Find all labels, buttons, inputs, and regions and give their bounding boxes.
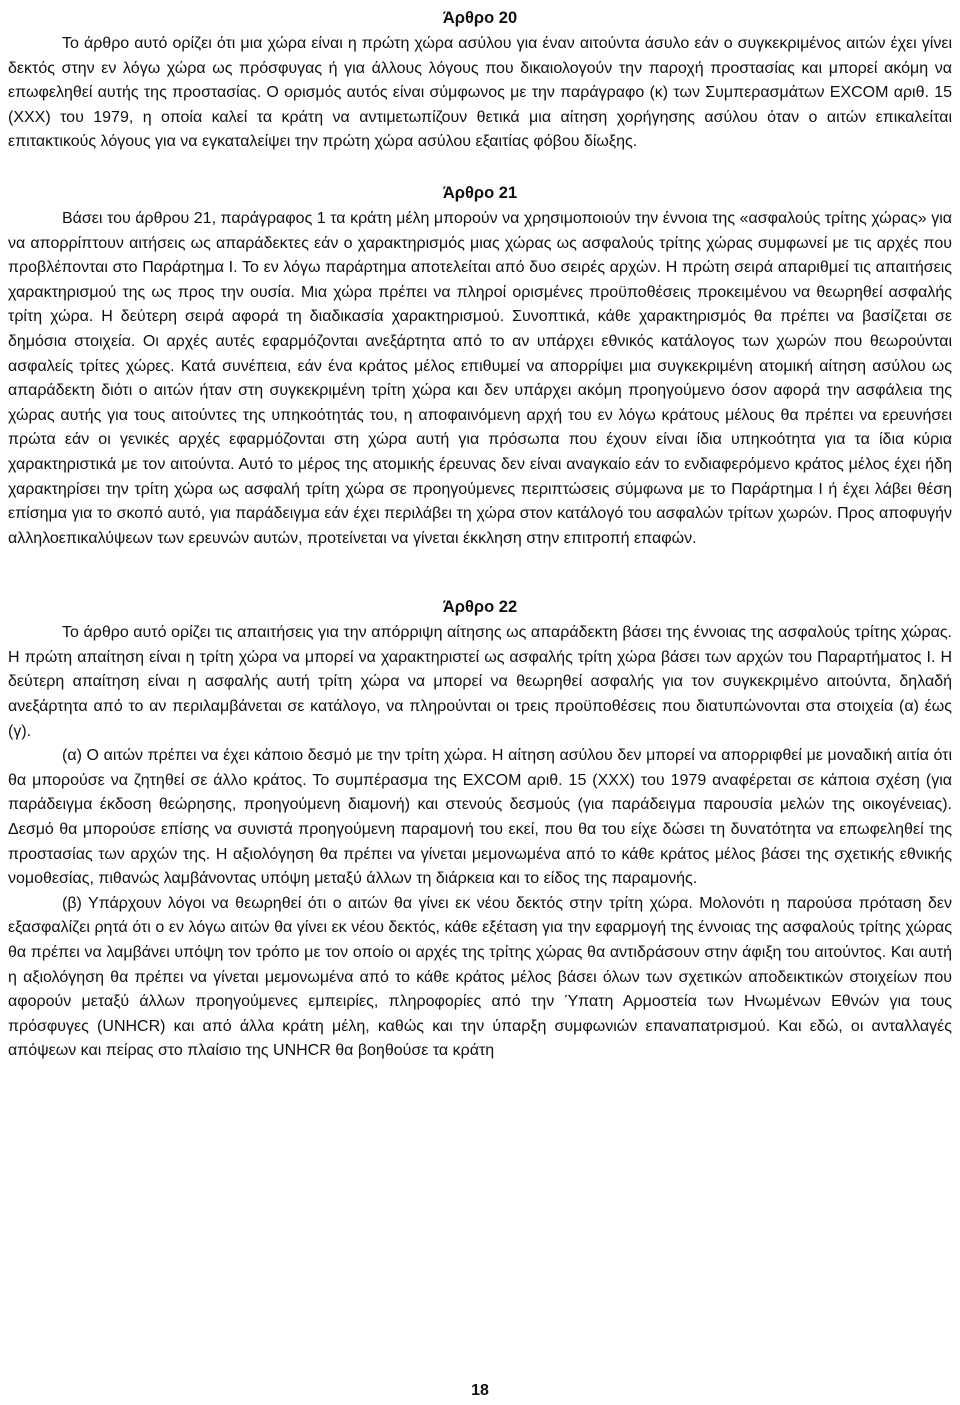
article-paragraph: (β) Υπάρχουν λόγοι να θεωρηθεί ότι ο αιτών θα γίνει εκ νέου δεκτός στην τρίτη χώρα. Μολονότι η παρούσα πρόταση δεν εξασφαλίζει ρητά ότι ο εν λόγω αιτών θα γίνει εκ νέου δεκτός, κάθε εξέταση για την εφαρμογή της έννοιας της ασφαλούς τρίτης χώρας θα πρέπει να λαμβάνει υπόψη τον τρόπο με τον οποίο οι αρχές της τρίτης χώρας θα αντιδράσουν στην άφιξη του αιτούντος. Και αυτή η αξιολόγηση θα πρέπει να γίνεται μεμονωμένα από το κάθε κράτος μέλος βάσει όλων των σχετικών αποδεικτικών στοιχείων που αφορούν μεταξύ άλλων προηγούμενες εμπειρίες, πληροφορίες από την Ύπατη Αρμοστεία των Ηνωμένων Εθνών για τους πρόσφυγες (UNHCR) και από άλλα κράτη μέλη, καθώς και την ύπαρξη συμφωνιών επαναπατρισμού. Και εδώ, οι ανταλλαγές απόψεων και πείρας στο πλαίσιο της UNHCR θα βοηθούσε τα κράτη bbox=[8, 894, 952, 1060]
article-paragraph: Το άρθρο αυτό ορίζει ότι μια χώρα είναι η πρώτη χώρα ασύλου για έναν αιτούντα άσυλο εάν ο συγκεκριμένος αιτών έχει γίνει δεκτός στην εν λόγω χώρα ως πρόσφυγας ή για άλλους λόγους που δικαιολογούν την παροχή προστασίας και μπορεί ακόμη να επωφεληθεί αυτής της προστασίας. Ο ορισμός αυτός είναι σύμφωνος με την παράγραφο (κ) των Συμπερασμάτων EXCOM αριθ. 15 (XXX) του 1979, η οποία καλεί τα κράτη να αντιμετωπίζουν θετικά μια αίτηση χορήγησης ασύλου όταν ο αιτών επικαλείται επιτακτικούς λόγους για να εγκαταλείψει την πρώτη χώρα ασύλου εξαιτίας φόβου δίωξης. bbox=[8, 35, 952, 151]
article-21 bbox=[8, 179, 952, 551]
article-paragraph: Βάσει του άρθρου 21, παράγραφος 1 τα κράτη μέλη μπορούν να χρησιμοποιούν την έννοια της «ασφαλούς τρίτης χώρας» για να απορρίπτουν αιτήσεις ως απαράδεκτες εάν ο χαρακτηρισμός μιας χώρας ως ασφαλούς τρίτης χώρας συμφωνεί με τις αρχές που προβλέπονται στο Παράρτημα Ι. Το εν λόγω παράρτημα αποτελείται από δυο σειρές αρχών. Η πρώτη σειρά απαριθμεί τις απαιτήσεις χαρακτηρισμού της ως προς την ουσία. Μια χώρα πρέπει να πληροί ορισμένες προϋποθέσεις προκειμένου να θεωρηθεί ασφαλής τρίτη χώρα. Η δεύτερη σειρά αφορά τη διαδικασία χαρακτηρισμού. Συνοπτικά, κάθε χαρακτηρισμός θα πρέπει να βασίζεται σε δημόσια στοιχεία. Οι αρχές αυτές εφαρμόζονται ανεξάρτητα από το αν υπάρχει εθνικός κατάλογος των χωρών που θεωρούνται ασφαλείς τρίτες χώρες. Κατά συνέπεια, εάν ένα κράτος μέλος επιθυμεί να απορρίψει μια συγκεκριμένη ατομική αίτηση ασύλου ως απαράδεκτη διότι ο αιτών ήταν στη συγκεκριμένη τρίτη χώρα και δεν υπάρχει ακόμη προηγούμενο όσον αφορά την ασφάλεια της χώρας αυτής για τους αιτούντες της υπηκοότητάς του, η αποφαινόμενη αρχή του εν λόγω κράτους μέλους θα πρέπει να ερευνήσει πρώτα εάν οι γενικές αρχές εφαρμόζονται στη χώρα αυτή για πρόσωπα που έχουν είναι ίδια υπηκοότητα για τα ίδια κύρια χαρακτηριστικά με τον αιτούντα. Αυτό το μέρος της ατομικής έρευνας δεν είναι αναγκαίο εάν το ενδιαφερόμενο κράτος μέλος έχει ήδη χαρακτηρίσει την τρίτη χώρα ως ασφαλή τρίτη χώρα σε προηγούμενες περιπτώσεις σύμφωνα με το Παράρτημα Ι ή έχει λάβει θέση επίσημα για το σκοπό αυτό, για παράδειγμα εάν έχει περιλάβει τη χώρα στον κατάλογό του ασφαλών τρίτων χωρών. Προς αποφυγήν αλληλοεπικαλύψεων των ερευνών αυτών, προτείνεται να γίνεται έκκληση στην επιτροπή επαφών. bbox=[8, 209, 952, 547]
article-title: Άρθρο 20 bbox=[442, 9, 518, 27]
section-spacer bbox=[8, 551, 952, 593]
article-title: Άρθρο 21 bbox=[442, 183, 518, 202]
article-22 bbox=[8, 593, 952, 1064]
article-title: Άρθρο 22 bbox=[442, 598, 518, 617]
article-paragraph: (α) Ο αιτών πρέπει να έχει κάποιο δεσμό με την τρίτη χώρα. Η αίτηση ασύλου δεν μπορεί να απορριφθεί με μοναδική αιτία ότι θα μπορούσε να ζητηθεί σε άλλο κράτος. Το συμπέρασμα της EXCOM αριθ. 15 (XXX) του 1979 αναφέρεται σε κάποια σχέση (για παράδειγμα έκδοση θεώρησης, προηγούμενη διαμονή) και στενούς δεσμούς (για παράδειγμα παρουσία μελών της οικογένειας). Δεσμό θα μπορούσε επίσης να συνιστά προηγούμενη παραμονή του εκεί, που θα του είχε δώσει τη δυνατότητα να επωφεληθεί της προστασίας των αρχών της. Η αξιολόγηση θα πρέπει να γίνεται μεμονωμένα από το κάθε κράτος μέλος βάσει της σχετικής εθνικής νομοθεσίας, πιθανώς λαμβάνοντας υπόψη μεταξύ άλλων τη διάρκεια και το είδος της παραμονής. bbox=[8, 747, 952, 888]
article-20 bbox=[8, 4, 952, 155]
section-spacer bbox=[8, 155, 952, 179]
page-number: 18 bbox=[471, 1382, 489, 1399]
article-paragraph: Το άρθρο αυτό ορίζει τις απαιτήσεις για την απόρριψη αίτησης ως απαράδεκτη βάσει της έννοιας της ασφαλούς τρίτης χώρας. Η πρώτη απαίτηση είναι η τρίτη χώρα να μπορεί να χαρακτηριστεί ως ασφαλής τρίτη χώρα βάσει των αρχών του Παραρτήματος Ι. Η δεύτερη απαίτηση είναι η ασφαλής αυτή τρίτη χώρα να μπορεί να θεωρηθεί ασφαλής για τον συγκεκριμένο αιτούντα, δηλαδή ανεξάρτητα από το αν περιλαμβάνεται σε κατάλογο, να πληρούνται οι τρεις προϋποθέσεις που διατυπώνονται στα στοιχεία (α) έως (γ). bbox=[8, 624, 952, 740]
